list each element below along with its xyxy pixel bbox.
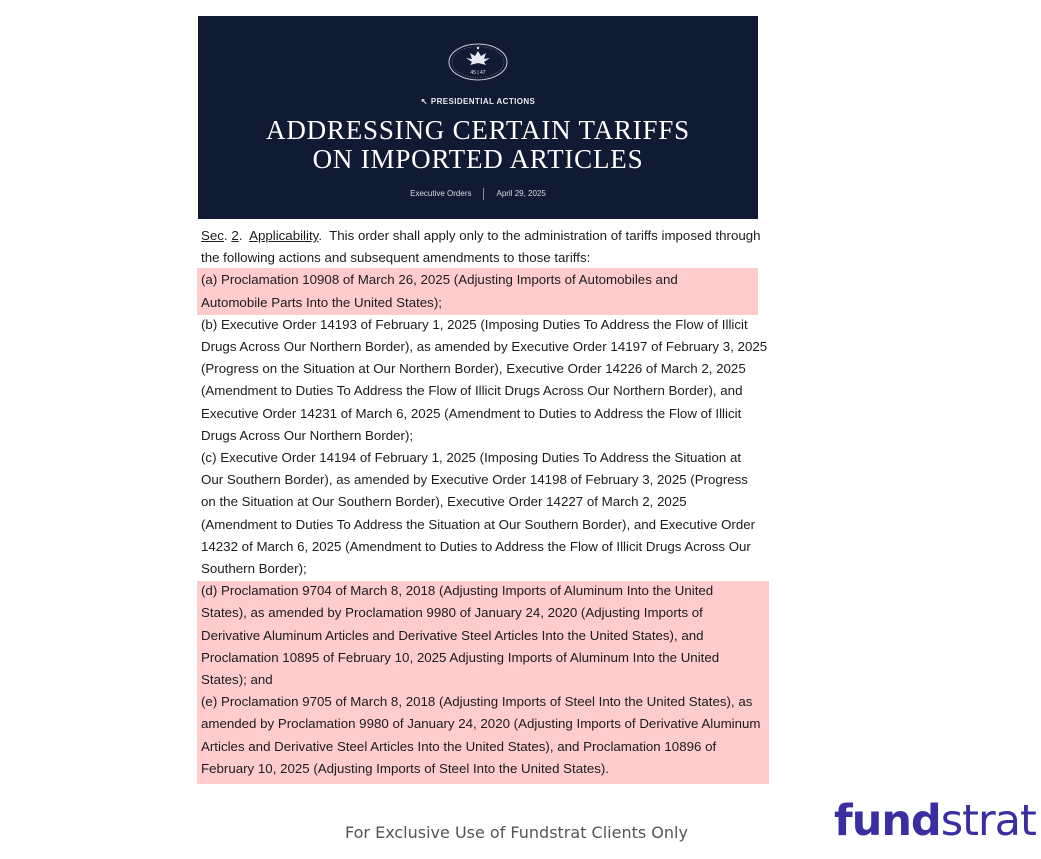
document-body [201,225,771,780]
logo-part-fund: fund [834,796,941,846]
section-tag-label: PRESIDENTIAL ACTIONS [430,97,536,106]
title-line-2: ON IMPORTED ARTICLES [312,144,644,174]
fundstrat-logo [834,796,1036,846]
presidential-seal-icon [448,43,508,81]
meta-divider [483,188,484,200]
footer-disclaimer: For Exclusive Use of Fundstrat Clients Only [345,823,688,842]
publish-date: April 29, 2025 [496,189,546,199]
arrow-up-left-icon: ↖ [420,97,428,106]
title-line-1: ADDRESSING CERTAIN TARIFFS [266,115,690,145]
page-title [198,116,758,174]
sec-number: 2 [231,228,239,243]
category-link[interactable]: Executive Orders [410,189,472,199]
press-release-banner [198,16,758,219]
seal-number-text: 45 | 47 [470,70,486,76]
list-item-a: (a) Proclamation 10908 of March 26, 2025 (Adjusting Imports of Automobiles and Automobile Parts Into the United States); [201,272,678,310]
sec-heading: Applicability [249,228,319,243]
list-item-b: (b) Executive Order 14193 of February 1, 2025 (Imposing Duties To Address the Flow of Illicit Drugs Across Our Northern Border), as amended by Executive Order 14197 of February 3, 2025 (Progress on the Situation at Our Northern Border), Executive Order 14226 of March 2, 2025 (Amendment to Duties To Address the Flow of Illicit Drugs Across Our Northern Border), and Executive Order 14231 of March 6, 2025 (Amendment to Duties to Address the Flow of Illicit Drugs Across Our Northern Border); [201,316,768,443]
list-item-c: (c) Executive Order 14194 of February 1, 2025 (Imposing Duties To Address the Situation at Our Southern Border), as amended by Executive Order 14198 of February 3, 2025 (Progress on the Situation at Our Southern Border), Executive Order 14227 of March 2, 2025 (Amendment to Duties To Address the Situation at Our Southern Border), and Executive Order 14232 of March 6, 2025 (Amendment to Duties to Address the Flow of Illicit Drugs Across Our Southern Border); [201,450,756,577]
intro-text: This order shall apply only to the administration of tariffs imposed through the following actions and subsequent amendments to those tariffs: [201,228,761,266]
sec-label: Sec [201,228,224,243]
article-meta [198,188,758,200]
section-tag[interactable] [198,97,758,106]
section-intro: Sec. 2. Applicability. This order shall apply only to the administration of tariffs imposed through the following actions and subsequent amendments to those tariffs: [201,228,761,266]
list-item-d: (d) Proclamation 9704 of March 8, 2018 (Adjusting Imports of Aluminum Into the United States), as amended by Proclamation 9980 of January 24, 2020 (Adjusting Imports of Derivative Aluminum Articles and Derivative Steel Articles Into the United States), and Proclamation 10895 of February 10, 2025 Adjusting Imports of Aluminum Into the United States); and [201,583,720,688]
logo-part-strat: strat [940,796,1036,846]
list-item-e: (e) Proclamation 9705 of March 8, 2018 (Adjusting Imports of Steel Into the United States), as amended by Proclamation 9980 of January 24, 2020 (Adjusting Imports of Derivative Aluminum Articles and Derivative Steel Articles Into the United States), and Proclamation 10896 of February 10, 2025 (Adjusting Imports of Steel Into the United States). [201,694,761,776]
